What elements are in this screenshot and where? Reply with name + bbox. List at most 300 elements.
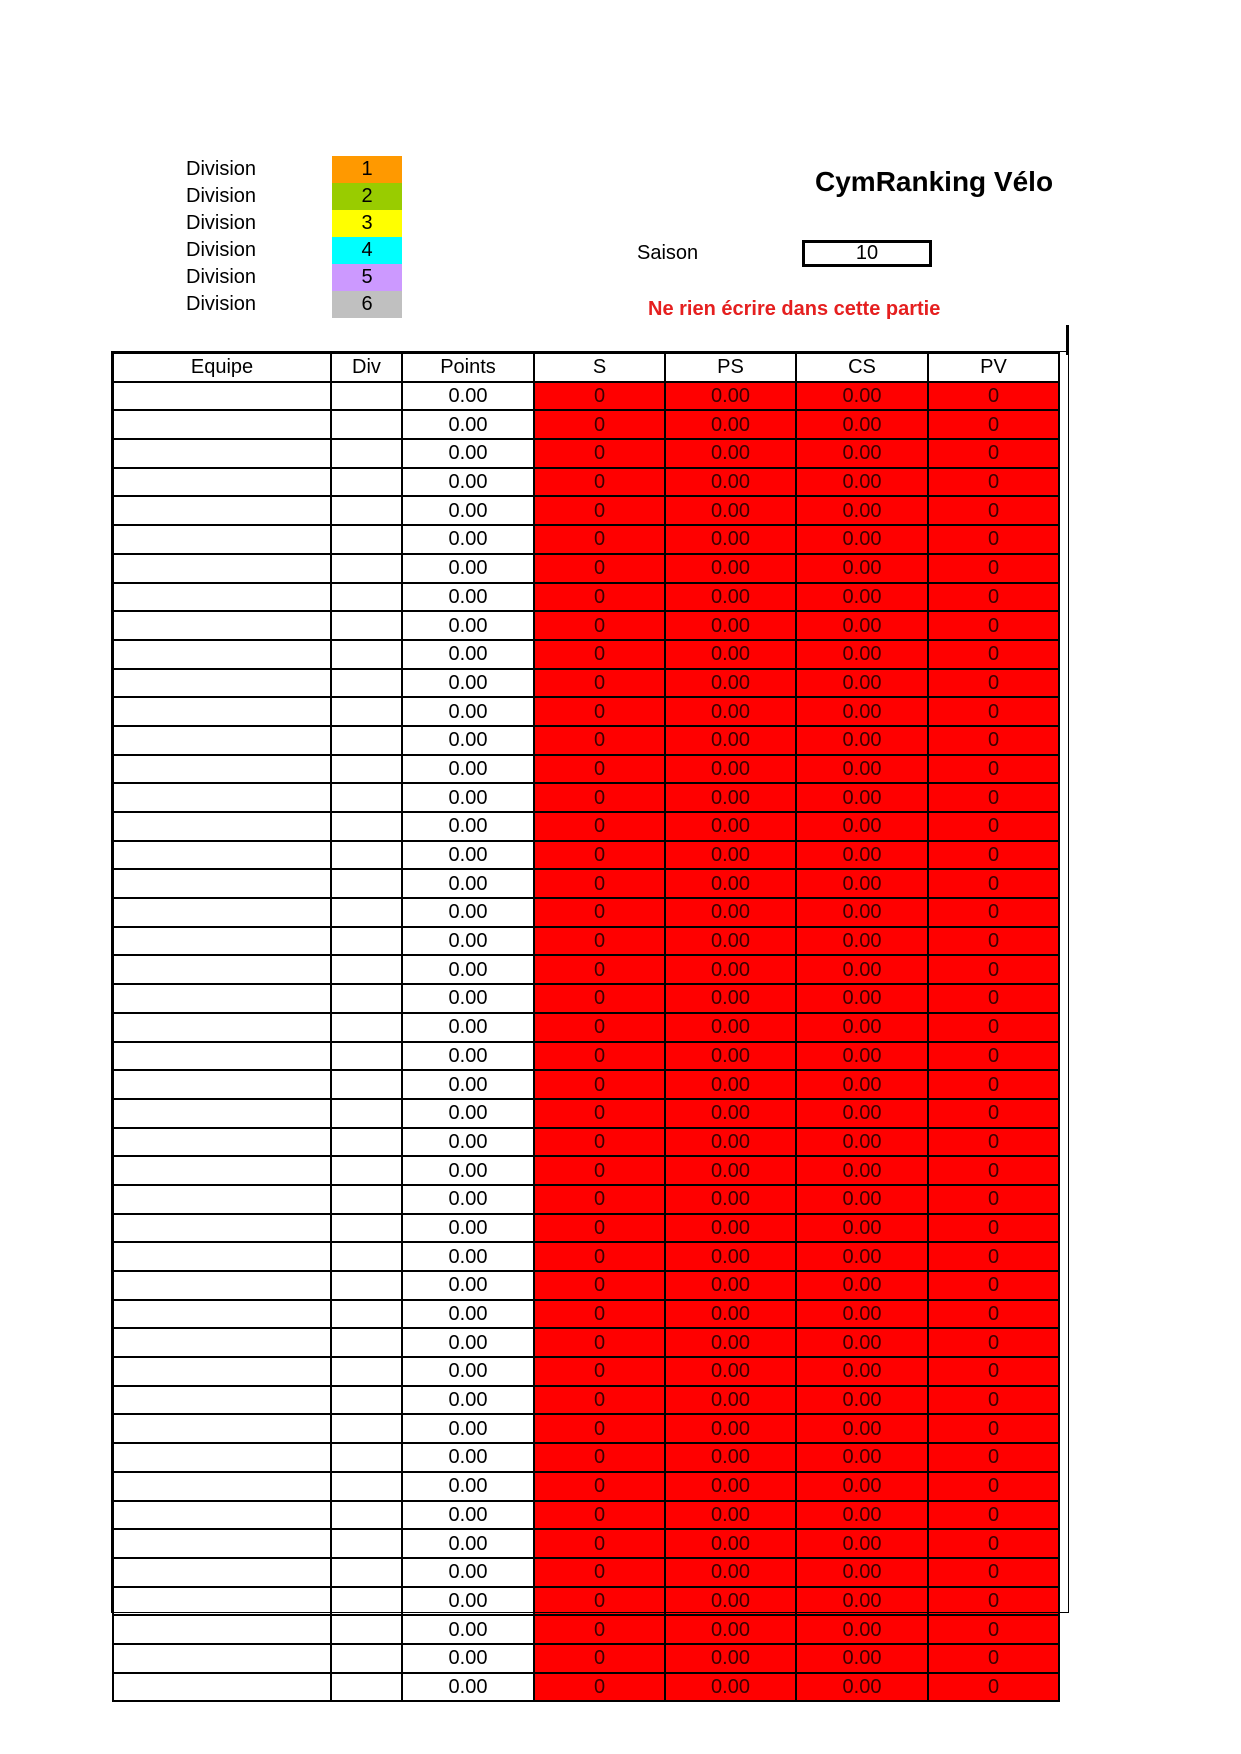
div-cell[interactable] [331,898,402,927]
pv-cell: 0 [928,755,1059,784]
div-cell[interactable] [331,783,402,812]
div-cell[interactable] [331,1300,402,1329]
pv-cell: 0 [928,1156,1059,1185]
ranking-table [112,352,1060,1702]
ps-cell: 0.00 [665,1615,796,1644]
equipe-cell[interactable] [113,410,331,439]
s-cell: 0 [534,1156,665,1185]
div-cell[interactable] [331,583,402,612]
points-cell: 0.00 [402,1242,534,1271]
div-cell[interactable] [331,1414,402,1443]
equipe-cell[interactable] [113,1156,331,1185]
points-cell: 0.00 [402,755,534,784]
table-header-row [113,353,1059,382]
div-cell[interactable] [331,1328,402,1357]
cs-cell: 0.00 [796,927,928,956]
table-row [113,1070,1059,1099]
points-cell: 0.00 [402,1070,534,1099]
cs-cell: 0.00 [796,898,928,927]
table-row [113,1328,1059,1357]
equipe-cell[interactable] [113,496,331,525]
points-cell: 0.00 [402,955,534,984]
division-swatch: 6 [332,291,402,318]
s-cell: 0 [534,1214,665,1243]
table-row [113,898,1059,927]
s-cell: 0 [534,1357,665,1386]
div-cell[interactable] [331,1386,402,1415]
pv-cell: 0 [928,1328,1059,1357]
equipe-cell[interactable] [113,1443,331,1472]
legend-label: Division [186,158,257,180]
s-cell: 0 [534,496,665,525]
equipe-cell[interactable] [113,955,331,984]
div-cell[interactable] [331,1673,402,1702]
pv-cell: 0 [928,869,1059,898]
cs-cell: 0.00 [796,1357,928,1386]
div-cell[interactable] [331,468,402,497]
div-cell[interactable] [331,382,402,411]
ps-cell: 0.00 [665,1099,796,1128]
s-cell: 0 [534,525,665,554]
s-cell: 0 [534,1042,665,1071]
cs-cell: 0.00 [796,726,928,755]
equipe-cell[interactable] [113,697,331,726]
points-cell: 0.00 [402,1644,534,1673]
border-line [1066,325,1069,355]
pv-cell: 0 [928,1357,1059,1386]
s-cell: 0 [534,1443,665,1472]
pv-cell: 0 [928,1386,1059,1415]
s-cell: 0 [534,1300,665,1329]
div-cell[interactable] [331,439,402,468]
pv-cell: 0 [928,1615,1059,1644]
table-row [113,1644,1059,1673]
ps-cell: 0.00 [665,1558,796,1587]
pv-cell: 0 [928,1185,1059,1214]
div-cell[interactable] [331,1558,402,1587]
column-header-cs: CS [796,353,928,382]
equipe-cell[interactable] [113,1615,331,1644]
ps-cell: 0.00 [665,640,796,669]
ps-cell: 0.00 [665,898,796,927]
ps-cell: 0.00 [665,1328,796,1357]
equipe-cell[interactable] [113,755,331,784]
table-row [113,1615,1059,1644]
cs-cell: 0.00 [796,1443,928,1472]
cs-cell: 0.00 [796,1472,928,1501]
pv-cell: 0 [928,1472,1059,1501]
cs-cell: 0.00 [796,955,928,984]
cs-cell: 0.00 [796,1328,928,1357]
div-cell[interactable] [331,869,402,898]
div-cell[interactable] [331,984,402,1013]
ps-cell: 0.00 [665,1214,796,1243]
ps-cell: 0.00 [665,812,796,841]
points-cell: 0.00 [402,984,534,1013]
s-cell: 0 [534,1128,665,1157]
equipe-cell[interactable] [113,439,331,468]
s-cell: 0 [534,1070,665,1099]
s-cell: 0 [534,611,665,640]
ps-cell: 0.00 [665,1443,796,1472]
s-cell: 0 [534,410,665,439]
equipe-cell[interactable] [113,1242,331,1271]
equipe-cell[interactable] [113,1128,331,1157]
s-cell: 0 [534,755,665,784]
s-cell: 0 [534,955,665,984]
div-cell[interactable] [331,1587,402,1616]
equipe-cell[interactable] [113,1070,331,1099]
equipe-cell[interactable] [113,468,331,497]
ps-cell: 0.00 [665,554,796,583]
pv-cell: 0 [928,927,1059,956]
equipe-cell[interactable] [113,669,331,698]
equipe-cell[interactable] [113,726,331,755]
equipe-cell[interactable] [113,1099,331,1128]
ps-cell: 0.00 [665,611,796,640]
ps-cell: 0.00 [665,496,796,525]
table-row [113,1587,1059,1616]
div-cell[interactable] [331,496,402,525]
cs-cell: 0.00 [796,439,928,468]
points-cell: 0.00 [402,554,534,583]
saison-value-cell[interactable]: 10 [802,240,932,267]
s-cell: 0 [534,382,665,411]
table-row [113,382,1059,411]
ps-cell: 0.00 [665,1501,796,1530]
points-cell: 0.00 [402,1472,534,1501]
ps-cell: 0.00 [665,439,796,468]
points-cell: 0.00 [402,1013,534,1042]
points-cell: 0.00 [402,1300,534,1329]
ps-cell: 0.00 [665,1070,796,1099]
pv-cell: 0 [928,841,1059,870]
ps-cell: 0.00 [665,1271,796,1300]
equipe-cell[interactable] [113,382,331,411]
table-row [113,611,1059,640]
saison-label: Saison [637,242,699,264]
div-cell[interactable] [331,1185,402,1214]
div-cell[interactable] [331,812,402,841]
points-cell: 0.00 [402,611,534,640]
div-cell[interactable] [331,755,402,784]
ps-cell: 0.00 [665,984,796,1013]
table-row [113,439,1059,468]
div-cell[interactable] [331,1501,402,1530]
pv-cell: 0 [928,984,1059,1013]
s-cell: 0 [534,1615,665,1644]
equipe-cell[interactable] [113,1386,331,1415]
table-row [113,1185,1059,1214]
cs-cell: 0.00 [796,755,928,784]
cs-cell: 0.00 [796,1558,928,1587]
pv-cell: 0 [928,382,1059,411]
div-cell[interactable] [331,669,402,698]
pv-cell: 0 [928,410,1059,439]
div-cell[interactable] [331,1529,402,1558]
equipe-cell[interactable] [113,1472,331,1501]
table-row [113,755,1059,784]
points-cell: 0.00 [402,1386,534,1415]
points-cell: 0.00 [402,1357,534,1386]
cs-cell: 0.00 [796,554,928,583]
table-row [113,468,1059,497]
s-cell: 0 [534,1185,665,1214]
equipe-cell[interactable] [113,554,331,583]
points-cell: 0.00 [402,1414,534,1443]
ps-cell: 0.00 [665,410,796,439]
div-cell[interactable] [331,1128,402,1157]
equipe-cell[interactable] [113,869,331,898]
table-row [113,955,1059,984]
equipe-cell[interactable] [113,1214,331,1243]
column-header-div: Div [331,353,402,382]
pv-cell: 0 [928,1443,1059,1472]
s-cell: 0 [534,1529,665,1558]
s-cell: 0 [534,783,665,812]
pv-cell: 0 [928,1673,1059,1702]
points-cell: 0.00 [402,640,534,669]
div-cell[interactable] [331,1644,402,1673]
div-cell[interactable] [331,697,402,726]
table-row [113,1558,1059,1587]
pv-cell: 0 [928,726,1059,755]
pv-cell: 0 [928,1644,1059,1673]
pv-cell: 0 [928,1414,1059,1443]
table-row [113,410,1059,439]
cs-cell: 0.00 [796,410,928,439]
s-cell: 0 [534,554,665,583]
equipe-cell[interactable] [113,1587,331,1616]
s-cell: 0 [534,841,665,870]
div-cell[interactable] [331,955,402,984]
div-cell[interactable] [331,726,402,755]
pv-cell: 0 [928,1271,1059,1300]
points-cell: 0.00 [402,898,534,927]
ps-cell: 0.00 [665,1128,796,1157]
table-row [113,640,1059,669]
cs-cell: 0.00 [796,496,928,525]
div-cell[interactable] [331,1070,402,1099]
div-cell[interactable] [331,1099,402,1128]
ps-cell: 0.00 [665,755,796,784]
s-cell: 0 [534,640,665,669]
cs-cell: 0.00 [796,382,928,411]
pv-cell: 0 [928,1214,1059,1243]
cs-cell: 0.00 [796,1271,928,1300]
cs-cell: 0.00 [796,1615,928,1644]
s-cell: 0 [534,1414,665,1443]
equipe-cell[interactable] [113,1013,331,1042]
div-cell[interactable] [331,1156,402,1185]
equipe-cell[interactable] [113,1644,331,1673]
ps-cell: 0.00 [665,382,796,411]
pv-cell: 0 [928,1501,1059,1530]
s-cell: 0 [534,812,665,841]
legend-label: Division [186,293,257,315]
div-cell[interactable] [331,1615,402,1644]
points-cell: 0.00 [402,669,534,698]
s-cell: 0 [534,1242,665,1271]
points-cell: 0.00 [402,468,534,497]
points-cell: 0.00 [402,1529,534,1558]
cs-cell: 0.00 [796,611,928,640]
points-cell: 0.00 [402,1615,534,1644]
equipe-cell[interactable] [113,525,331,554]
div-cell[interactable] [331,1472,402,1501]
div-cell[interactable] [331,1242,402,1271]
ps-cell: 0.00 [665,1673,796,1702]
pv-cell: 0 [928,898,1059,927]
s-cell: 0 [534,1501,665,1530]
table-row [113,1443,1059,1472]
equipe-cell[interactable] [113,812,331,841]
division-swatch: 2 [332,183,402,210]
table-row [113,927,1059,956]
s-cell: 0 [534,984,665,1013]
cs-cell: 0.00 [796,1673,928,1702]
cs-cell: 0.00 [796,1300,928,1329]
equipe-cell[interactable] [113,1673,331,1702]
equipe-cell[interactable] [113,1414,331,1443]
equipe-cell[interactable] [113,1042,331,1071]
ps-cell: 0.00 [665,697,796,726]
ps-cell: 0.00 [665,783,796,812]
div-cell[interactable] [331,841,402,870]
division-swatch: 3 [332,210,402,237]
cs-cell: 0.00 [796,1529,928,1558]
s-cell: 0 [534,1271,665,1300]
table-row [113,1214,1059,1243]
table-row [113,1386,1059,1415]
cs-cell: 0.00 [796,525,928,554]
table-row [113,1099,1059,1128]
equipe-cell[interactable] [113,1300,331,1329]
s-cell: 0 [534,1472,665,1501]
table-row [113,726,1059,755]
div-cell[interactable] [331,525,402,554]
div-cell[interactable] [331,554,402,583]
cs-cell: 0.00 [796,697,928,726]
cs-cell: 0.00 [796,1644,928,1673]
equipe-cell[interactable] [113,984,331,1013]
pv-cell: 0 [928,1099,1059,1128]
pv-cell: 0 [928,1128,1059,1157]
pv-cell: 0 [928,812,1059,841]
column-header-s: S [534,353,665,382]
table-row [113,1128,1059,1157]
ps-cell: 0.00 [665,1042,796,1071]
ps-cell: 0.00 [665,726,796,755]
legend-label: Division [186,185,257,207]
table-row [113,783,1059,812]
div-cell[interactable] [331,1443,402,1472]
table-row [113,1156,1059,1185]
cs-cell: 0.00 [796,1185,928,1214]
equipe-cell[interactable] [113,841,331,870]
s-cell: 0 [534,669,665,698]
s-cell: 0 [534,1013,665,1042]
points-cell: 0.00 [402,439,534,468]
ps-cell: 0.00 [665,1185,796,1214]
ps-cell: 0.00 [665,669,796,698]
div-cell[interactable] [331,1042,402,1071]
table-row [113,984,1059,1013]
div-cell[interactable] [331,410,402,439]
pv-cell: 0 [928,554,1059,583]
page-title: CymRanking Vélo [815,166,1054,197]
div-cell[interactable] [331,611,402,640]
equipe-cell[interactable] [113,1529,331,1558]
equipe-cell[interactable] [113,611,331,640]
s-cell: 0 [534,1644,665,1673]
cs-cell: 0.00 [796,841,928,870]
div-cell[interactable] [331,1357,402,1386]
equipe-cell[interactable] [113,1558,331,1587]
division-swatch: 5 [332,264,402,291]
points-cell: 0.00 [402,1501,534,1530]
equipe-cell[interactable] [113,1357,331,1386]
s-cell: 0 [534,1587,665,1616]
div-cell[interactable] [331,927,402,956]
points-cell: 0.00 [402,697,534,726]
warning-text: Ne rien écrire dans cette partie [648,298,941,320]
equipe-cell[interactable] [113,927,331,956]
equipe-cell[interactable] [113,898,331,927]
ps-cell: 0.00 [665,1644,796,1673]
equipe-cell[interactable] [113,1501,331,1530]
equipe-cell[interactable] [113,640,331,669]
points-cell: 0.00 [402,583,534,612]
equipe-cell[interactable] [113,583,331,612]
cs-cell: 0.00 [796,783,928,812]
ps-cell: 0.00 [665,841,796,870]
div-cell[interactable] [331,1271,402,1300]
points-cell: 0.00 [402,525,534,554]
cs-cell: 0.00 [796,640,928,669]
div-cell[interactable] [331,1013,402,1042]
equipe-cell[interactable] [113,1328,331,1357]
pv-cell: 0 [928,439,1059,468]
s-cell: 0 [534,439,665,468]
ps-cell: 0.00 [665,1386,796,1415]
pv-cell: 0 [928,783,1059,812]
points-cell: 0.00 [402,1128,534,1157]
table-row [113,1529,1059,1558]
points-cell: 0.00 [402,410,534,439]
table-row [113,697,1059,726]
points-cell: 0.00 [402,869,534,898]
table-row [113,669,1059,698]
s-cell: 0 [534,1328,665,1357]
div-cell[interactable] [331,640,402,669]
s-cell: 0 [534,583,665,612]
cs-cell: 0.00 [796,1386,928,1415]
pv-cell: 0 [928,1300,1059,1329]
points-cell: 0.00 [402,496,534,525]
ps-cell: 0.00 [665,525,796,554]
div-cell[interactable] [331,1214,402,1243]
equipe-cell[interactable] [113,1185,331,1214]
points-cell: 0.00 [402,382,534,411]
pv-cell: 0 [928,697,1059,726]
pv-cell: 0 [928,1070,1059,1099]
cs-cell: 0.00 [796,468,928,497]
cs-cell: 0.00 [796,1156,928,1185]
equipe-cell[interactable] [113,1271,331,1300]
equipe-cell[interactable] [113,783,331,812]
points-cell: 0.00 [402,1587,534,1616]
